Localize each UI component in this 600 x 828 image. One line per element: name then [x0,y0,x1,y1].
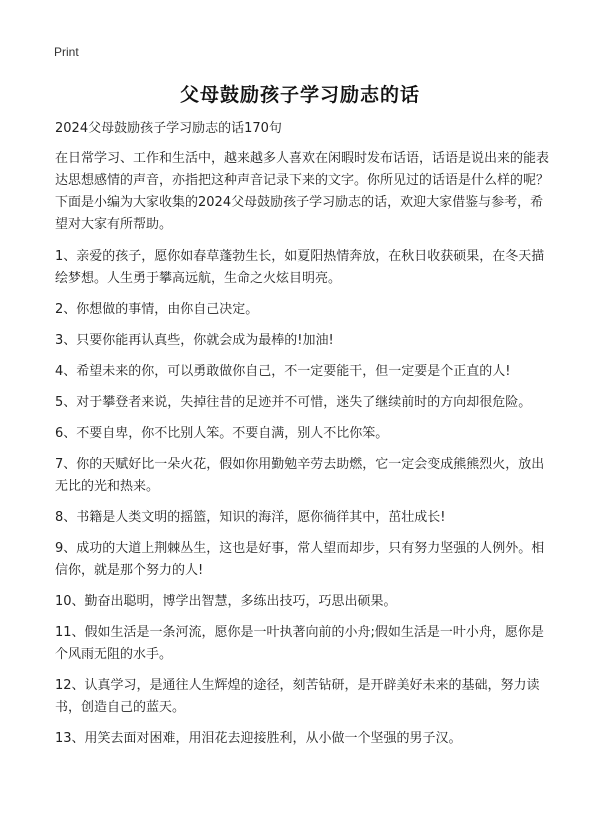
list-item: 8、书籍是人类文明的摇篮，知识的海洋，愿你徜徉其中，茁壮成长! [55,510,446,525]
list-item: 7、你的天赋好比一朵火花，假如你用勤勉辛劳去助燃，它一定会变成熊熊烈火，放出无比的光和热来。 [55,457,545,494]
document-subtitle: 2024父母鼓励孩子学习励志的话170句 [55,121,282,136]
document-title: 父母鼓励孩子学习励志的话 [179,84,420,106]
list-item: 13、用笑去面对困难，用泪花去迎接胜利，从小做一个坚强的男子汉。 [55,731,462,746]
list-item: 3、只要你能再认真些，你就会成为最棒的!加油! [55,333,334,348]
document-body [55,118,555,759]
intro-paragraph: 在日常学习、工作和生活中，越来越多人喜欢在闲暇时发布话语，话语是说出来的能表达思想感情的声音，亦指把这种声音记录下来的文字。你所见过的话语是什么样的呢？下面是小编为大家收集的2024父母鼓励孩子学习励志的话，欢迎大家借鉴与参考，希望对大家有所帮助。 [55,151,550,232]
list-item: 2、你想做的事情，由你自己决定。 [55,302,259,317]
list-item: 4、希望未来的你，可以勇敢做你自己，不一定要能干，但一定要是个正直的人! [55,364,511,379]
print-label: Print [54,45,79,59]
list-item: 10、勤奋出聪明，博学出智慧，多练出技巧，巧思出硕果。 [55,594,397,609]
list-item: 1、亲爱的孩子，愿你如春草蓬勃生长，如夏阳热情奔放，在秋日收获硕果，在冬天描绘梦想。人生勇于攀高远航，生命之火炫目明亮。 [55,249,545,286]
list-item: 9、成功的大道上荆棘丛生，这也是好事，常人望而却步，只有努力坚强的人例外。相信你，就是那个努力的人! [55,541,545,578]
list-item: 12、认真学习，是通往人生辉煌的途径，刻苦钻研，是开辟美好未来的基础，努力读书，创造自己的蓝天。 [55,678,540,715]
list-item: 11、假如生活是一条河流，愿你是一叶执著向前的小舟;假如生活是一叶小舟，愿你是个风雨无阻的水手。 [55,625,544,662]
list-item: 6、不要自卑，你不比别人笨。不要自满，别人不比你笨。 [55,426,389,441]
list-item: 5、对于攀登者来说，失掉往昔的足迹并不可惜，迷失了继续前时的方向却很危险。 [55,395,532,410]
